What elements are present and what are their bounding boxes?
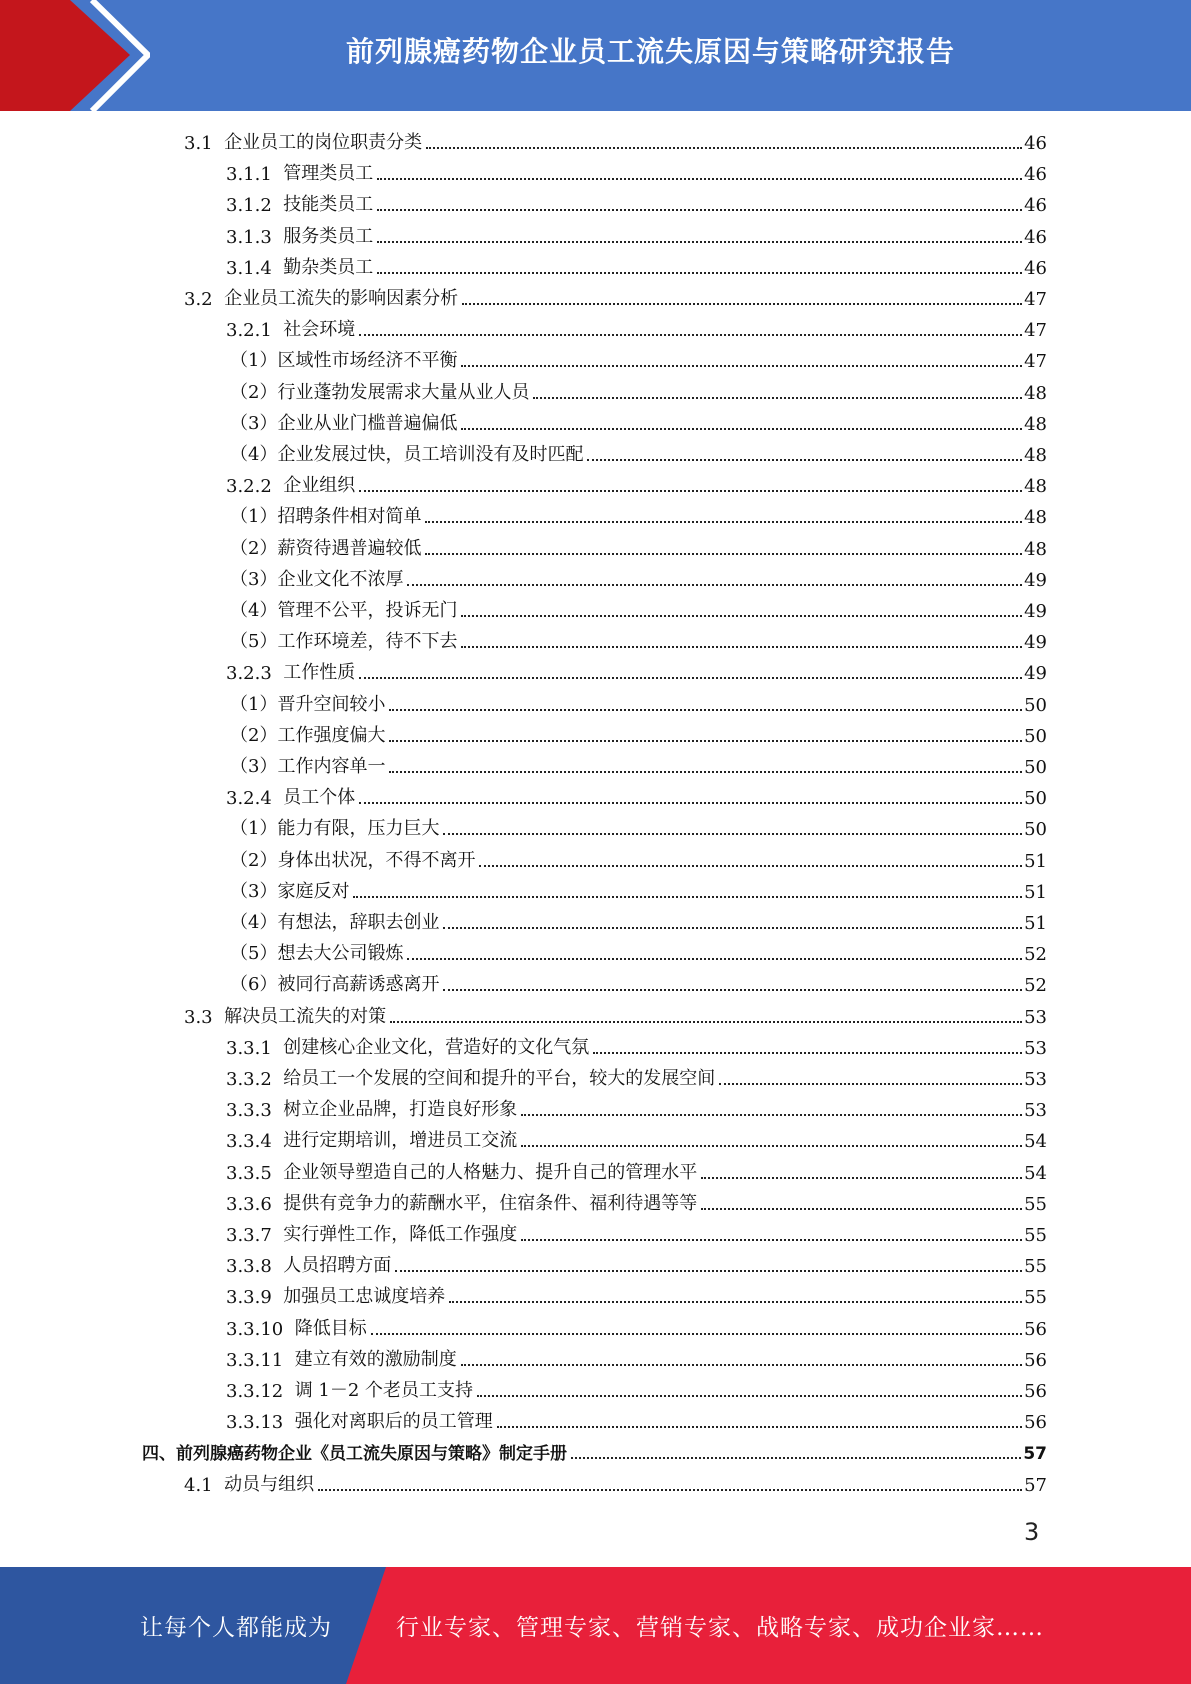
toc-entry-number: 3.1.2 xyxy=(226,195,284,217)
toc-entry[interactable] xyxy=(230,846,1047,872)
toc-entry[interactable] xyxy=(226,253,1047,279)
toc-dot-leader xyxy=(497,1426,1022,1428)
toc-entry-label: 工作内容单一 xyxy=(277,756,386,777)
toc-dot-leader xyxy=(477,1395,1022,1397)
toc-entry-number: 4.1 xyxy=(184,1474,225,1496)
toc-entry-page: 56 xyxy=(1024,1381,1047,1402)
footer-banner xyxy=(0,1567,1191,1684)
toc-entry-page: 54 xyxy=(1024,1131,1047,1153)
toc-dot-leader xyxy=(377,178,1022,180)
toc-entry-label: 工作性质 xyxy=(283,662,356,684)
toc-entry-label: 动员与组织 xyxy=(224,1473,315,1495)
toc-entry-page: 55 xyxy=(1024,1193,1047,1215)
toc-dot-leader xyxy=(462,303,1022,305)
toc-entry-page: 53 xyxy=(1024,1037,1047,1059)
toc-entry-page: 55 xyxy=(1024,1225,1047,1246)
toc-entry[interactable] xyxy=(226,190,1047,216)
toc-entry-page: 56 xyxy=(1024,1318,1047,1340)
toc-entry[interactable] xyxy=(230,939,1047,965)
toc-entry-number: （5） xyxy=(230,631,278,653)
toc-entry[interactable] xyxy=(226,1345,1047,1371)
footer-slogan-left: 让每个人都能成为 xyxy=(140,1615,332,1641)
toc-entry-number: （2） xyxy=(230,381,278,403)
toc-entry-number: 3.3.5 xyxy=(226,1162,284,1184)
toc-entry[interactable] xyxy=(226,1314,1047,1340)
toc-entry-label: 加强员工忠诚度培养 xyxy=(283,1286,446,1308)
toc-entry-number: 3.1 xyxy=(184,133,225,154)
toc-entry-number: 3.3.8 xyxy=(226,1256,284,1278)
toc-entry-number: （2） xyxy=(230,537,278,559)
toc-dot-leader xyxy=(377,272,1022,274)
toc-entry[interactable] xyxy=(226,1220,1047,1246)
toc-entry-label: 技能类员工 xyxy=(283,194,374,216)
toc-dot-leader xyxy=(443,927,1022,929)
toc-entry-page: 50 xyxy=(1024,819,1047,841)
toc-entry[interactable] xyxy=(230,690,1047,716)
toc-entry-label: 行业蓬勃发展需求大量从业人员 xyxy=(277,381,530,403)
toc-entry-label: 强化对离职后的员工管理 xyxy=(294,1411,493,1433)
toc-dot-leader xyxy=(407,958,1022,960)
toc-entry-page: 46 xyxy=(1024,133,1047,154)
toc-entry-label: 企业员工流失的影响因素分析 xyxy=(224,288,459,309)
toc-entry-page: 46 xyxy=(1024,195,1047,217)
toc-dot-leader xyxy=(461,428,1022,430)
toc-dot-leader xyxy=(479,865,1022,867)
toc-entry-label: 招聘条件相对简单 xyxy=(277,506,422,528)
toc-entry-page: 46 xyxy=(1024,164,1047,186)
toc-entry-page: 46 xyxy=(1024,226,1047,248)
toc-entry-page: 50 xyxy=(1024,757,1047,778)
toc-entry[interactable] xyxy=(230,596,1047,622)
toc-entry-page: 49 xyxy=(1024,632,1047,654)
toc-entry-label: 能力有限，压力巨大 xyxy=(277,818,440,840)
toc-entry-label: 实行弹性工作，降低工作强度 xyxy=(283,1224,518,1245)
toc-entry-page: 51 xyxy=(1024,881,1047,903)
toc-entry-page: 57 xyxy=(1024,1474,1047,1496)
toc-entry-number: 3.3.12 xyxy=(226,1381,295,1402)
toc-entry-label: 管理不公平，投诉无门 xyxy=(277,600,458,621)
toc-entry-number: （2） xyxy=(230,849,278,871)
toc-entry-number: 3.2.1 xyxy=(226,320,284,342)
toc-entry-label: 想去大公司锻炼 xyxy=(277,943,404,965)
toc-entry[interactable] xyxy=(230,378,1047,404)
toc-entry-label: 提供有竞争力的薪酬水平，住宿条件、福利待遇等等 xyxy=(283,1192,698,1214)
toc-entry-number: 3.3 xyxy=(184,1006,225,1028)
toc-entry[interactable] xyxy=(230,565,1047,591)
toc-entry[interactable] xyxy=(230,752,1047,778)
toc-dot-leader xyxy=(461,1364,1022,1366)
toc-dot-leader xyxy=(425,553,1022,555)
footer-slogan-right: 行业专家、管理专家、营销专家、战略专家、成功企业家…… xyxy=(396,1615,1044,1641)
toc-dot-leader xyxy=(701,1177,1022,1179)
toc-entry-page: 50 xyxy=(1024,694,1047,716)
toc-entry-label: 企业从业门槛普遍偏低 xyxy=(277,412,458,434)
toc-entry[interactable] xyxy=(226,222,1047,248)
toc-dot-leader xyxy=(461,646,1022,648)
toc-dot-leader xyxy=(359,490,1022,492)
toc-entry-number: （2） xyxy=(230,724,278,746)
toc-entry-page: 53 xyxy=(1024,1006,1047,1028)
toc-dot-leader xyxy=(521,1239,1022,1241)
toc-dot-leader xyxy=(443,833,1022,835)
toc-entry[interactable] xyxy=(226,1251,1047,1277)
toc-entry[interactable] xyxy=(226,159,1047,185)
toc-entry-number: 3.3.2 xyxy=(226,1069,284,1090)
toc-entry-label: 员工个体 xyxy=(283,787,356,809)
toc-dot-leader xyxy=(389,771,1022,773)
toc-entry-page: 48 xyxy=(1024,507,1047,529)
toc-entry[interactable] xyxy=(184,1002,1047,1028)
toc-entry-label: 企业组织 xyxy=(283,475,356,497)
toc-entry-page: 57 xyxy=(1023,1444,1047,1465)
toc-entry-page: 48 xyxy=(1024,476,1047,498)
toc-entry-page: 51 xyxy=(1024,913,1047,934)
toc-entry-label: 工作环境差，待不下去 xyxy=(277,631,458,653)
toc-entry-number: （4） xyxy=(230,912,278,933)
toc-entry-page: 49 xyxy=(1024,569,1047,591)
toc-entry-label: 有想法，辞职去创业 xyxy=(277,912,440,933)
header-arrow-decoration xyxy=(0,0,150,111)
toc-entry-label: 服务类员工 xyxy=(283,225,374,247)
toc-entry[interactable] xyxy=(226,1126,1047,1152)
toc-entry[interactable] xyxy=(230,409,1047,435)
toc-entry-label: 晋升空间较小 xyxy=(277,693,386,715)
toc-entry-label: 企业文化不浓厚 xyxy=(277,568,404,590)
toc-entry[interactable] xyxy=(230,502,1047,528)
toc-dot-leader xyxy=(426,147,1022,149)
toc-entry[interactable] xyxy=(226,1282,1047,1308)
toc-entry[interactable] xyxy=(230,627,1047,653)
toc-entry-page: 51 xyxy=(1024,850,1047,872)
toc-dot-leader xyxy=(390,1021,1022,1023)
toc-entry-page: 55 xyxy=(1024,1287,1047,1309)
toc-entry-number: 3.3.4 xyxy=(226,1131,284,1153)
toc-entry-number: （3） xyxy=(230,568,278,590)
toc-entry-number: 3.3.11 xyxy=(226,1349,295,1371)
toc-dot-leader xyxy=(593,1052,1022,1054)
toc-entry-label: 企业领导塑造自己的人格魅力、提升自己的管理水平 xyxy=(283,1161,698,1183)
toc-entry-label: 调 1－2 个老员工支持 xyxy=(294,1380,474,1401)
toc-entry-page: 48 xyxy=(1024,382,1047,404)
toc-dot-leader xyxy=(719,1083,1022,1085)
toc-dot-leader xyxy=(359,334,1022,336)
toc-entry-number: 3.3.13 xyxy=(226,1412,295,1434)
toc-dot-leader xyxy=(701,1208,1022,1210)
toc-entry-page: 54 xyxy=(1024,1162,1047,1184)
toc-dot-leader xyxy=(571,1457,1021,1459)
toc-entry-label: 区域性市场经济不平衡 xyxy=(277,350,458,372)
toc-entry-number: 3.3.6 xyxy=(226,1193,284,1215)
toc-dot-leader xyxy=(521,1145,1022,1147)
toc-entry-label: 薪资待遇普遍较低 xyxy=(277,537,422,559)
toc-dot-leader xyxy=(377,241,1022,243)
toc-entry-number: 3.2.3 xyxy=(226,663,284,685)
toc-entry[interactable] xyxy=(226,658,1047,684)
toc-dot-leader xyxy=(449,1301,1022,1303)
toc-entry-label: 进行定期培训，增进员工交流 xyxy=(283,1130,518,1152)
toc-dot-leader xyxy=(353,896,1022,898)
toc-entry-number: 3.2.4 xyxy=(226,788,284,810)
toc-entry-number: 3.3.1 xyxy=(226,1037,284,1059)
toc-entry-label: 被同行高薪诱惑离开 xyxy=(277,974,440,996)
toc-entry-page: 47 xyxy=(1024,320,1047,342)
toc-dot-leader xyxy=(461,615,1022,617)
toc-dot-leader xyxy=(377,209,1022,211)
toc-entry-page: 48 xyxy=(1024,538,1047,560)
toc-entry[interactable] xyxy=(230,970,1047,996)
toc-entry-page: 46 xyxy=(1024,257,1047,279)
toc-dot-leader xyxy=(318,1489,1022,1491)
toc-entry-number: 3.3.7 xyxy=(226,1225,284,1246)
toc-entry[interactable] xyxy=(230,908,1047,934)
toc-entry[interactable] xyxy=(142,1438,1047,1464)
toc-entry-page: 56 xyxy=(1024,1412,1047,1434)
toc-entry-label: 人员招聘方面 xyxy=(283,1255,392,1277)
toc-entry-page: 49 xyxy=(1024,601,1047,622)
toc-entry[interactable] xyxy=(184,1470,1047,1496)
toc-entry[interactable] xyxy=(230,877,1047,903)
toc-entry-label: 给员工一个发展的空间和提升的平台，较大的发展空间 xyxy=(283,1068,716,1089)
toc-entry-number: 3.3.3 xyxy=(226,1100,284,1122)
toc-entry[interactable] xyxy=(226,1033,1047,1059)
toc-entry-page: 47 xyxy=(1024,351,1047,373)
toc-dot-leader xyxy=(533,397,1022,399)
toc-dot-leader xyxy=(359,802,1022,804)
toc-entry-number: 3.2.2 xyxy=(226,476,284,498)
toc-entry-number: （3） xyxy=(230,756,278,777)
toc-entry-label: 勤杂类员工 xyxy=(283,256,374,278)
toc-dot-leader xyxy=(395,1270,1022,1272)
toc-entry[interactable] xyxy=(226,1407,1047,1433)
toc-entry-page: 52 xyxy=(1024,944,1047,966)
toc-dot-leader xyxy=(461,365,1022,367)
toc-entry-page: 53 xyxy=(1024,1069,1047,1090)
toc-entry-number: （1） xyxy=(230,693,278,715)
toc-entry-page: 50 xyxy=(1024,725,1047,747)
toc-entry-page: 47 xyxy=(1024,289,1047,310)
toc-dot-leader xyxy=(407,584,1022,586)
toc-entry-label: 身体出状况，不得不离开 xyxy=(277,849,476,871)
toc-entry-number: 3.1.3 xyxy=(226,226,284,248)
toc-entry-number: 3.1.4 xyxy=(226,257,284,279)
toc-entry[interactable] xyxy=(226,1095,1047,1121)
toc-entry-number: （3） xyxy=(230,412,278,434)
toc-dot-leader xyxy=(359,677,1022,679)
toc-entry-page: 55 xyxy=(1024,1256,1047,1278)
toc-entry[interactable] xyxy=(230,346,1047,372)
toc-dot-leader xyxy=(371,1333,1022,1335)
toc-entry-label: 企业员工的岗位职责分类 xyxy=(224,132,423,153)
toc-entry-label: 树立企业品牌，打造良好形象 xyxy=(283,1099,518,1121)
toc-entry[interactable] xyxy=(230,814,1047,840)
toc-entry[interactable] xyxy=(226,1064,1047,1090)
toc-entry-page: 50 xyxy=(1024,788,1047,810)
toc-entry-number: （6） xyxy=(230,974,278,996)
toc-entry-label: 家庭反对 xyxy=(277,880,350,902)
toc-entry-number: 3.1.1 xyxy=(226,164,284,186)
toc-entry-number: （4） xyxy=(230,444,278,465)
toc-entry[interactable] xyxy=(184,284,1047,310)
toc-entry-number: （4） xyxy=(230,600,278,621)
toc-entry-label: 管理类员工 xyxy=(283,163,374,185)
toc-entry-number: （5） xyxy=(230,943,278,965)
toc-entry-label: 企业发展过快，员工培训没有及时匹配 xyxy=(277,444,584,465)
toc-entry-page: 48 xyxy=(1024,413,1047,435)
toc-entry-label: 降低目标 xyxy=(294,1317,367,1339)
header-banner xyxy=(0,0,1191,111)
toc-entry[interactable] xyxy=(226,783,1047,809)
toc-entry[interactable] xyxy=(184,128,1047,154)
toc-dot-leader xyxy=(389,709,1022,711)
toc-entry-number: （1） xyxy=(230,350,278,372)
toc-entry-label: 社会环境 xyxy=(283,319,356,341)
toc-dot-leader xyxy=(443,989,1022,991)
toc-dot-leader xyxy=(587,459,1022,461)
toc-entry[interactable] xyxy=(230,440,1047,466)
toc-entry[interactable] xyxy=(226,1376,1047,1402)
toc-entry[interactable] xyxy=(226,1189,1047,1215)
toc-entry-label: 四、前列腺癌药物企业《员工流失原因与策略》制定手册 xyxy=(142,1444,567,1465)
toc-entry-page: 53 xyxy=(1024,1100,1047,1122)
toc-entry-number: （3） xyxy=(230,880,278,902)
toc-entry-number: 3.2 xyxy=(184,289,225,310)
toc-dot-leader xyxy=(521,1114,1022,1116)
toc-entry-number: （1） xyxy=(230,506,278,528)
toc-entry-page: 52 xyxy=(1024,975,1047,997)
toc-entry-label: 工作强度偏大 xyxy=(277,724,386,746)
toc-entry-page: 56 xyxy=(1024,1349,1047,1371)
toc-entry[interactable] xyxy=(230,534,1047,560)
toc-entry[interactable] xyxy=(226,471,1047,497)
toc-entry-label: 建立有效的激励制度 xyxy=(294,1348,457,1370)
toc-entry[interactable] xyxy=(226,315,1047,341)
toc-entry[interactable] xyxy=(226,1158,1047,1184)
toc-entry-page: 48 xyxy=(1024,445,1047,466)
toc-entry-number: 3.3.9 xyxy=(226,1287,284,1309)
page-number: 3 xyxy=(1024,1518,1040,1546)
toc-dot-leader xyxy=(389,740,1022,742)
report-title: 前列腺癌药物企业员工流失原因与策略研究报告 xyxy=(345,35,955,68)
toc-dot-leader xyxy=(425,521,1022,523)
toc-entry-number: 3.3.10 xyxy=(226,1318,295,1340)
toc-entry-number: （1） xyxy=(230,818,278,840)
toc-entry-page: 49 xyxy=(1024,663,1047,685)
toc-entry[interactable] xyxy=(230,721,1047,747)
toc-entry-label: 解决员工流失的对策 xyxy=(224,1005,387,1027)
toc-entry-label: 创建核心企业文化，营造好的文化气氛 xyxy=(283,1036,590,1058)
